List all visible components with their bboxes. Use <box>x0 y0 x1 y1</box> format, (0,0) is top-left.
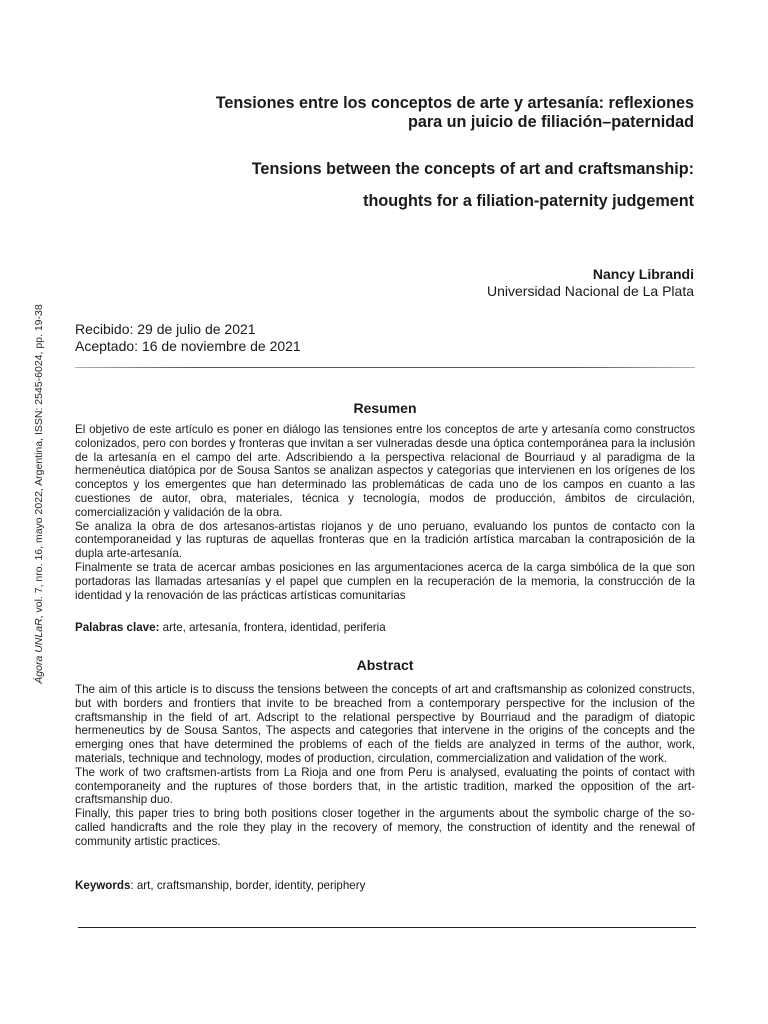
journal-details: , vol. 7, nro. 16, mayo 2022, Argentina, ISSN: 2545-6024, pp. 19-38 <box>33 304 45 619</box>
author-block <box>487 266 694 300</box>
resumen-paragraph: El objetivo de este artículo es poner en diálogo las tensiones entre los conceptos de arte y artesanía como constructos colonizados, pero con bordes y fronteras que invitan a ser vulneradas desde una óptica contemporánea para la inclusión de la artesanía en el campo del arte. Adscribiendo a la perspectiva relacional de Bourriaud y al paradigma de la hermenéutica diatópica por de Sousa Santos se analizan aspectos y categorías que intervienen en los orígenes de los conceptos y los emergentes que han determinado las problemáticas de cada uno de los campos en cuanto a las cuestiones de autor, obra, materiales, técnica y tecnología, modos de producción, ámbitos de circulación, comercialización y validación de la obra. <box>75 423 696 519</box>
palabras-clave <box>75 621 695 635</box>
keywords <box>75 879 695 893</box>
title-english-line-2: thoughts for a filiation-paternity judgement <box>363 192 694 210</box>
palabras-clave-label: Palabras clave: <box>75 621 160 634</box>
journal-citation <box>33 304 45 683</box>
title-block <box>134 94 694 210</box>
resumen-body <box>75 423 695 602</box>
title-spanish-line-2: para un juicio de filiación–paternidad <box>407 113 694 131</box>
author-name: Nancy Librandi <box>592 266 694 282</box>
abstract-heading: Abstract <box>356 657 414 673</box>
resumen-paragraph: Finalmente se trata de acercar ambas posiciones en las argumentaciones acerca de la carga simbólica de la que son portadoras las llamadas artesanías y el papel que cumplen en la recuperación de la memoria, la construcción de la identidad y la renovación de las prácticas artísticas comunitarias <box>75 560 695 602</box>
date-accepted: Aceptado: 16 de noviembre de 2021 <box>75 338 301 354</box>
abstract-paragraph: Finally, this paper tries to bring both positions closer together in the arguments about the symbolic charge of the so-called handicrafts and the role they play in the recovery of memory, the construction of identity and the renewal of community artistic practices. <box>75 807 695 848</box>
resumen-paragraph: Se analiza la obra de dos artesanos-artistas riojanos y de uno peruano, evaluando los puntos de contacto con la contemporaneidad y las rupturas de aquellas fronteras que en la tradición artística marcaban la contraposición de la dupla arte-artesanía. <box>75 519 695 561</box>
abstract-body <box>75 683 695 849</box>
title-english-line-1: Tensions between the concepts of art and craftsmanship: <box>251 160 694 178</box>
resumen-heading: Resumen <box>353 400 417 416</box>
journal-name: Ágora UNLaR <box>33 618 45 684</box>
abstract-paragraph: The work of two craftsmen-artists from La Rioja and one from Peru is analysed, evaluating the points of contact with contemporaneity and the ruptures of those borders that, in the artistic tradition, marked the opposition of the art-craftsmanship duo. <box>75 765 695 807</box>
keywords-list: : art, craftsmanship, border, identity, periphery <box>130 879 366 892</box>
title-spanish-line-1: Tensiones entre los conceptos de arte y artesanía: reflexiones <box>215 94 694 112</box>
palabras-clave-list: arte, artesanía, frontera, identidad, periferia <box>159 621 386 634</box>
divider-bottom <box>78 927 696 928</box>
author-affiliation: Universidad Nacional de La Plata <box>486 283 694 299</box>
abstract-paragraph: The aim of this article is to discuss the tensions between the concepts of art and craftsmanship as colonized constructs, but with borders and frontiers that invite to be breached from a contemporary perspective for the inclusion of the craftsmanship in the field of art. Adscript to the relational perspective by Bourriaud and the paradigm of diatopic hermeneutics by de Sousa Santos, The aspects and categories that intervene in the origins of the concepts and the emerging ones that have determined the problems of each of the fields are analyzed in terms of the author, work, materials, technique and technology, modes of production, circulation, commercialization and validation of the work. <box>75 683 695 765</box>
divider-top <box>75 367 695 368</box>
keywords-label: Keywords <box>75 879 131 892</box>
submission-dates <box>75 321 301 355</box>
date-received: Recibido: 29 de julio de 2021 <box>75 321 256 337</box>
